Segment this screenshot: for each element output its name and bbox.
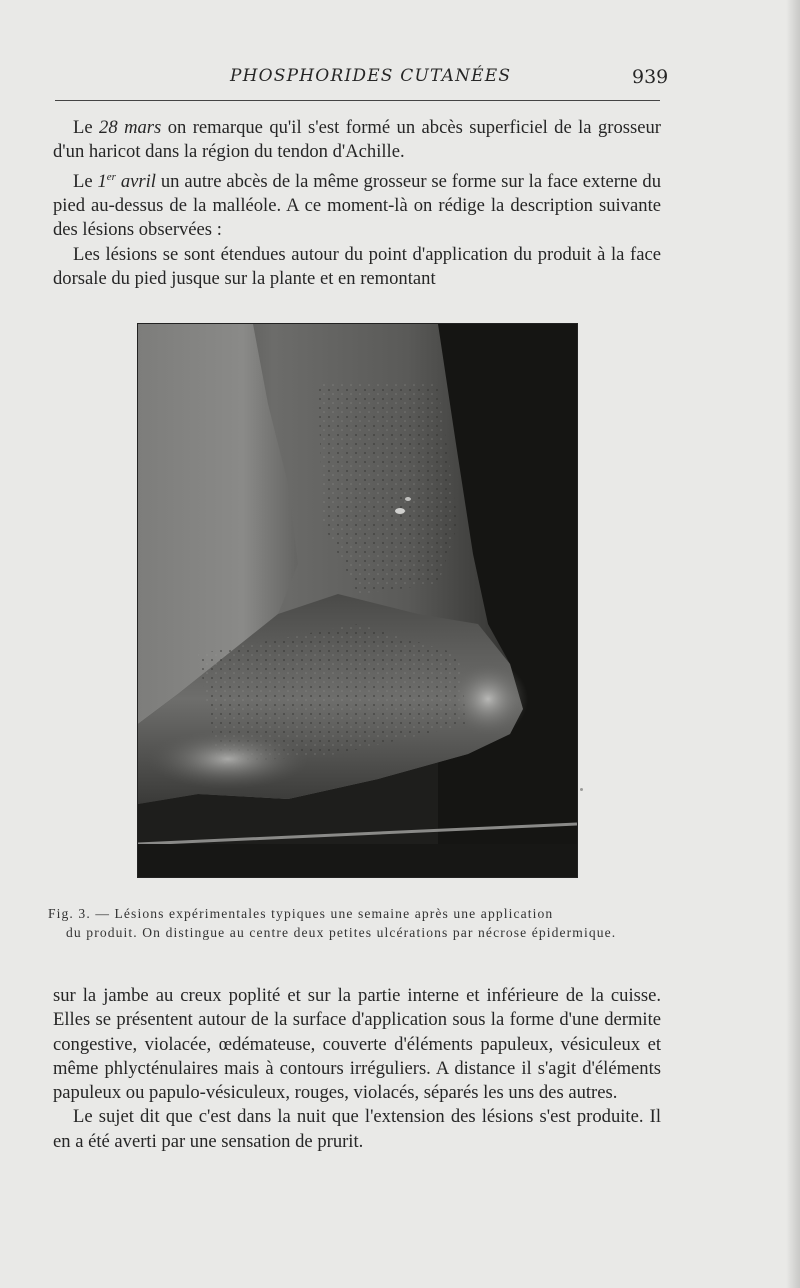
paragraph-1er-avril: Le 1er avril un autre abcès de la même grosseur se forme sur la face externe du pied au-dessus de la malléole. A ce moment-là on rédige la description suivante des lésions observées : [53,170,661,241]
paragraph-lesions-start: Les lésions se sont étendues autour du point d'application du produit à la face dorsale du pied jusque sur la plante et en remontant [53,243,661,289]
running-title: PHOSPHORIDES CUTANÉES [230,66,512,86]
page-edge-shadow [786,0,800,1288]
paragraph-28-mars: Le 28 mars on remarque qu'il s'est formé un abcès superficiel de la grosseur d'un haricot dans la région du tendon d'Achille. [53,117,661,163]
caption-continuation: du produit. On distingue au centre deux petites ulcérations par nécrose épidermique. [66,925,617,940]
bottom-text-block [53,984,661,1154]
header-rule [55,100,660,101]
paragraph-subject-report: Le sujet dit que c'est dans la nuit que l'extension des lésions s'est produite. Il en a été averti par une sensation de prurit. [53,1106,661,1152]
date-1er-avril: 1er avril [97,170,156,192]
paragraph-description: sur la jambe au creux poplité et sur la partie interne et inférieure de la cuisse. Elles se présentent autour de la surface d'application sous la forme d'une dermite congestive, violacée, œdémateuse, couverte d'éléments papuleux, vésiculeux et même phlycténulaires mais à contours irréguliers. A distance il s'agit d'éléments papuleux ou papulo-vésiculeux, rouges, violacés, séparés les uns des autres. [53,985,661,1104]
page-number: 939 [632,66,669,88]
figure-caption [48,904,654,942]
print-speck [580,788,583,791]
figure-photograph-foot-lesions [137,323,578,878]
caption-line-1: Fig. 3. — Lésions expérimentales typiques une semaine après une application [48,906,554,921]
date-28-mars: 28 mars [99,117,162,138]
top-text-block [53,116,661,291]
